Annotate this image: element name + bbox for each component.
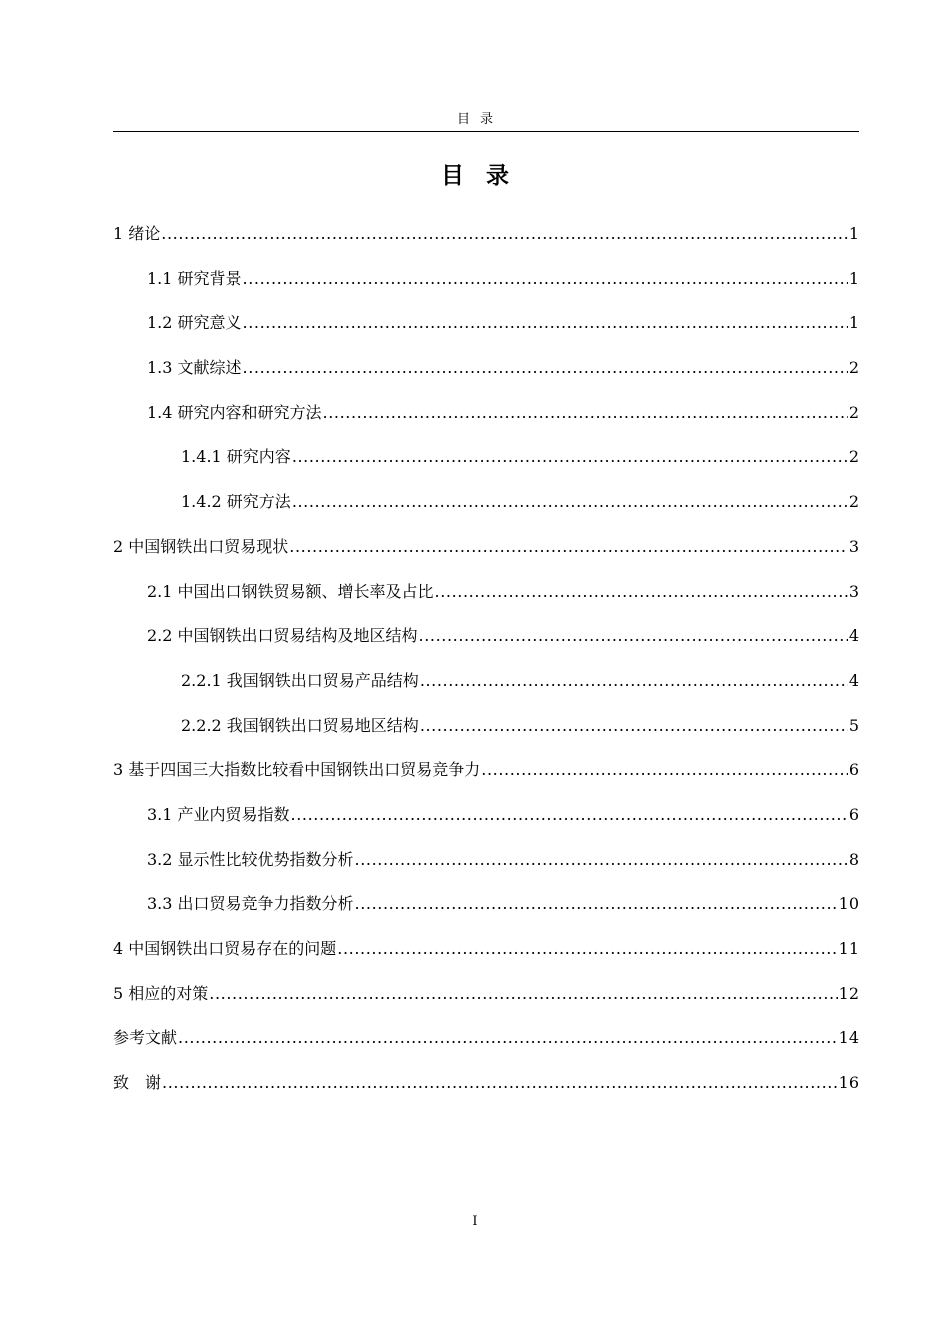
toc-entry-label: 5 相应的对策	[113, 983, 209, 1003]
toc-entry-label: 2 中国钢铁出口贸易现状	[113, 536, 289, 556]
toc-entry-label: 2.1 中国出口钢铁贸易额、增长率及占比	[147, 581, 434, 601]
toc-entry[interactable]	[113, 848, 859, 893]
toc-entry-page: 4	[848, 626, 859, 646]
toc-entry-label: 3.2 显示性比较优势指数分析	[147, 849, 354, 869]
toc-entry-label: 2.2 中国钢铁出口贸易结构及地区结构	[147, 626, 418, 646]
toc-dot-leader	[355, 892, 838, 916]
toc-entry-page: 2	[848, 447, 859, 467]
toc-entry-page: 10	[838, 894, 859, 914]
toc-entry-label: 3 基于四国三大指数比较看中国钢铁出口贸易竞争力	[113, 760, 481, 780]
toc-dot-leader	[323, 401, 848, 425]
toc-entry[interactable]	[113, 580, 859, 625]
toc-dot-leader	[243, 267, 848, 291]
toc-entry[interactable]	[113, 401, 859, 446]
toc-entry-page: 4	[848, 670, 859, 690]
toc-entry-page: 3	[848, 581, 859, 601]
toc-entry-page: 1	[848, 313, 859, 333]
toc-dot-leader	[420, 669, 848, 693]
toc-entry[interactable]	[113, 222, 859, 267]
toc-entry-label: 1.4.1 研究内容	[181, 447, 291, 467]
toc-entry-page: 3	[848, 536, 859, 556]
running-header: 目录	[456, 112, 503, 127]
table-of-contents	[113, 222, 859, 1116]
toc-entry-label: 2.2.2 我国钢铁出口贸易地区结构	[181, 715, 419, 735]
toc-entry-page: 2	[848, 402, 859, 422]
toc-entry-label: 参考文献	[113, 1028, 178, 1048]
toc-entry[interactable]	[113, 758, 859, 803]
toc-entry-label: 3.1 产业内贸易指数	[147, 804, 290, 824]
toc-dot-leader	[292, 490, 848, 514]
toc-dot-leader	[337, 937, 837, 961]
toc-entry[interactable]	[113, 714, 859, 759]
toc-entry[interactable]	[113, 535, 859, 580]
toc-entry[interactable]	[113, 669, 859, 714]
toc-entry[interactable]	[113, 490, 859, 535]
toc-entry-label: 4 中国钢铁出口贸易存在的问题	[113, 939, 337, 958]
toc-entry[interactable]	[113, 624, 859, 669]
toc-dot-leader	[291, 803, 848, 827]
toc-entry-page: 5	[848, 715, 859, 735]
toc-entry-label: 1 绪论	[113, 224, 161, 243]
toc-entry[interactable]	[113, 356, 859, 401]
toc-entry-page: 12	[838, 983, 859, 1003]
toc-entry[interactable]	[113, 1071, 859, 1116]
toc-entry[interactable]	[113, 267, 859, 312]
toc-entry-page: 14	[838, 1028, 859, 1048]
toc-entry-label: 致 谢	[113, 1073, 162, 1093]
toc-entry-label: 1.1 研究背景	[147, 268, 242, 288]
toc-dot-leader	[481, 758, 848, 782]
toc-title: 目录	[441, 163, 531, 189]
toc-entry-label: 1.4.2 研究方法	[181, 492, 291, 512]
toc-entry-page: 2	[848, 492, 859, 512]
toc-entry-label: 1.2 研究意义	[147, 313, 242, 333]
toc-dot-leader	[178, 1026, 838, 1050]
toc-entry-page: 8	[848, 849, 859, 869]
toc-entry-label: 1.3 文献综述	[147, 358, 242, 378]
toc-entry[interactable]	[113, 937, 859, 982]
toc-dot-leader	[435, 580, 848, 604]
toc-entry-page: 16	[838, 1073, 859, 1093]
toc-entry-page: 1	[848, 268, 859, 288]
toc-entry[interactable]	[113, 1026, 859, 1071]
toc-entry-page: 1	[848, 224, 859, 243]
toc-dot-leader	[161, 222, 848, 246]
toc-entry[interactable]	[113, 803, 859, 848]
toc-entry-page: 6	[848, 804, 859, 824]
toc-dot-leader	[420, 714, 848, 738]
toc-entry[interactable]	[113, 982, 859, 1027]
toc-entry[interactable]	[113, 445, 859, 490]
toc-entry[interactable]	[113, 892, 859, 937]
toc-dot-leader	[289, 535, 848, 559]
toc-entry-page: 6	[848, 760, 859, 780]
toc-entry-label: 2.2.1 我国钢铁出口贸易产品结构	[181, 670, 419, 690]
toc-entry-label: 1.4 研究内容和研究方法	[147, 402, 322, 422]
toc-entry-label: 3.3 出口贸易竞争力指数分析	[147, 894, 354, 914]
toc-dot-leader	[243, 356, 848, 380]
toc-dot-leader	[355, 848, 848, 872]
page-number: I	[472, 1214, 478, 1229]
toc-dot-leader	[209, 982, 837, 1006]
toc-dot-leader	[162, 1071, 838, 1095]
toc-dot-leader	[419, 624, 848, 648]
toc-entry-page: 11	[838, 939, 859, 958]
header-rule	[113, 131, 859, 132]
toc-dot-leader	[292, 445, 848, 469]
toc-entry[interactable]	[113, 311, 859, 356]
toc-entry-page: 2	[848, 358, 859, 378]
toc-dot-leader	[243, 311, 848, 335]
